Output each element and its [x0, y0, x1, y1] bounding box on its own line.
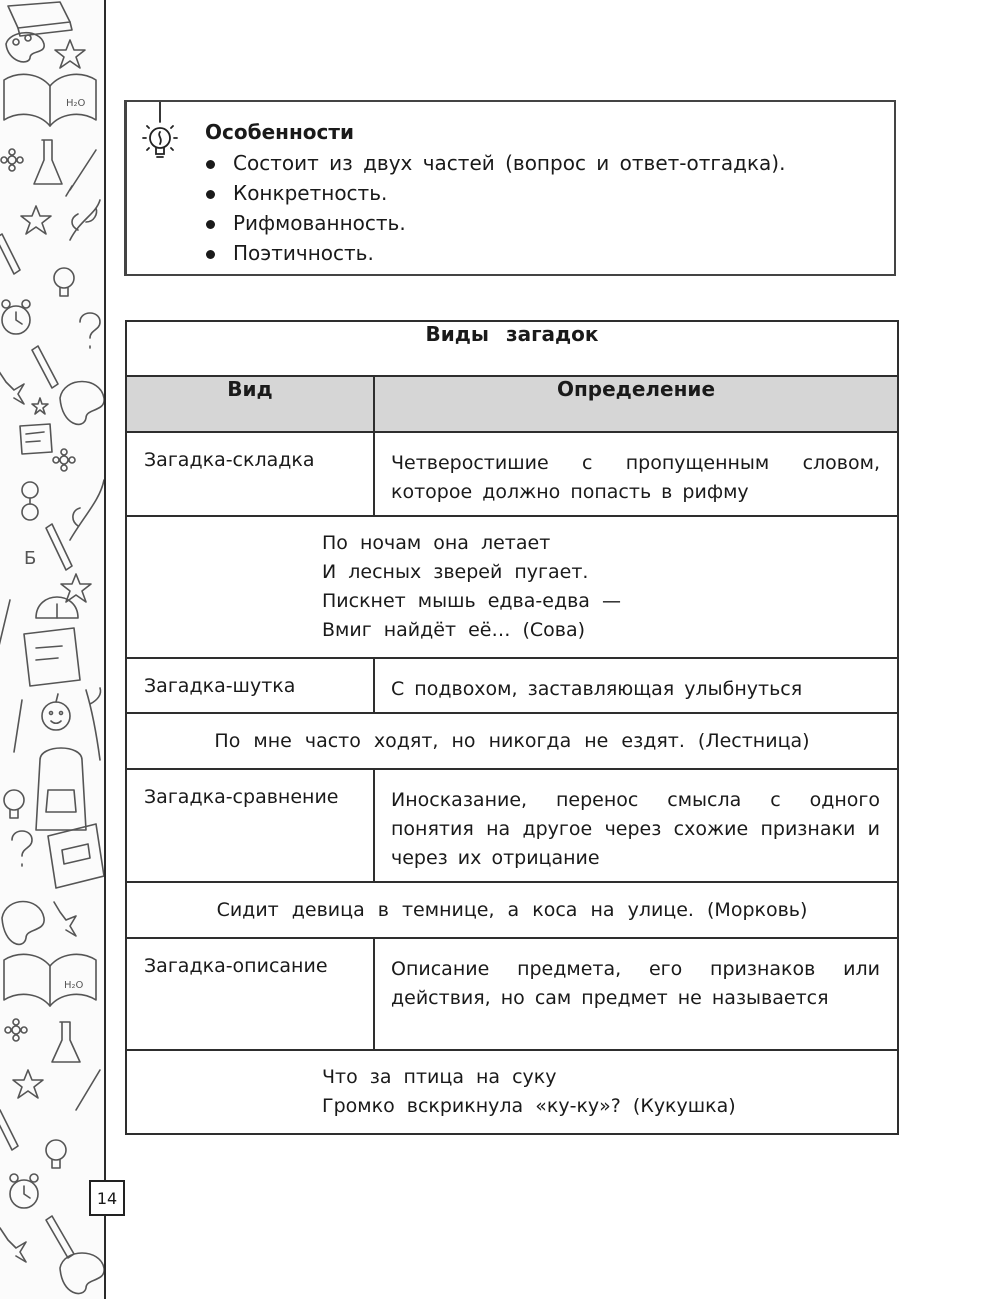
riddle-type: Загадка-шутка — [126, 658, 374, 713]
question-icon — [12, 831, 32, 866]
pencil-icon — [46, 524, 72, 570]
list-item: Конкретность. — [203, 178, 883, 208]
alarm-clock-icon — [10, 1174, 38, 1208]
flower-icon — [53, 449, 75, 471]
features-box — [124, 100, 896, 276]
example-line: Пискнет мышь едва-едва — — [322, 590, 621, 612]
pen-icon — [0, 600, 10, 650]
protractor-icon — [36, 597, 78, 618]
table-title-row — [126, 321, 898, 376]
example-line: Вмиг найдёт её… (Сова) — [322, 619, 586, 641]
example-line: По ночам она летает — [322, 532, 551, 554]
star-icon — [13, 1070, 43, 1098]
example-row — [126, 882, 898, 938]
svg-text:H₂O: H₂O — [64, 980, 84, 991]
svg-text:H₂O: H₂O — [66, 98, 86, 109]
pencil-icon — [0, 234, 20, 274]
table-row — [126, 432, 898, 516]
open-book-icon — [4, 74, 96, 126]
riddle-definition: Иносказание, перенос смысла с одного понятия на другое через схожие признаки и через их отрицание — [374, 769, 898, 882]
palette-icon — [60, 382, 104, 425]
comet-icon — [0, 1228, 26, 1262]
riddle-example: Сидит девица в темнице, а коса на улице. (Морковь) — [126, 882, 898, 938]
leaf-branch-icon — [86, 688, 101, 760]
riddle-example — [126, 1050, 898, 1134]
flask-icon — [34, 140, 62, 184]
svg-text:Б: Б — [24, 548, 37, 569]
riddle-type: Загадка-сравнение — [126, 769, 374, 882]
palette-icon — [60, 1253, 104, 1293]
note-icon — [20, 424, 52, 454]
riddle-example — [126, 516, 898, 658]
riddle-definition: Четверостишие с пропущенным словом, которое должно попасть в рифму — [374, 432, 898, 516]
palette-icon — [6, 33, 44, 62]
page-number: 14 — [89, 1180, 125, 1216]
riddle-definition: С подвохом, заставляющая улыбнуться — [374, 658, 898, 713]
table-row — [126, 938, 898, 1050]
riddle-types-table — [125, 320, 899, 1135]
riddle-type: Загадка-описание — [126, 938, 374, 1050]
example-line: Что за птица на суку — [322, 1066, 557, 1088]
features-list — [203, 148, 883, 268]
list-item: Состоит из двух частей (вопрос и ответ-отгадка). — [203, 148, 883, 178]
riddle-example: По мне часто ходят, но никогда не ездят. (Лестница) — [126, 713, 898, 769]
open-book-icon — [4, 954, 96, 1006]
comet-icon — [0, 370, 24, 404]
lightbulb-icon — [54, 268, 74, 296]
list-item: Рифмованность. — [203, 208, 883, 238]
decorative-doodle-strip — [0, 0, 106, 1299]
brush-icon — [66, 150, 96, 196]
table-row — [126, 769, 898, 882]
lightbulb-icon — [4, 790, 24, 818]
star-icon — [32, 398, 48, 414]
comet-icon — [54, 902, 76, 936]
leaf-branch-icon — [70, 200, 100, 240]
list-item: Поэтичность. — [203, 238, 883, 268]
column-header-type: Вид — [126, 376, 374, 432]
column-header-definition: Определение — [374, 376, 898, 432]
brush-icon — [76, 1070, 100, 1110]
lightbulb-icon — [46, 1140, 66, 1168]
brush-icon — [14, 700, 22, 752]
apple-face-icon — [42, 694, 70, 730]
example-line: И лесных зверей пугает. — [322, 561, 589, 583]
table-header-row — [126, 376, 898, 432]
pencil-icon — [46, 1216, 74, 1258]
table-title: Виды загадок — [126, 321, 898, 376]
star-icon — [21, 206, 51, 234]
star-icon — [55, 40, 85, 68]
riddle-definition: Описание предмета, его признаков или действия, но сам предмет не называется — [374, 938, 898, 1050]
riddle-type: Загадка-складка — [126, 432, 374, 516]
notebook-icon — [24, 628, 80, 686]
lightbulb-icon — [137, 102, 183, 166]
pencil-icon — [0, 1110, 18, 1150]
table-row — [126, 658, 898, 713]
leaf-branch-icon — [70, 480, 104, 540]
letter-b-icon — [24, 548, 36, 569]
backpack-icon — [36, 748, 86, 830]
question-icon — [80, 313, 100, 348]
glasses-icon — [22, 482, 38, 520]
example-row — [126, 516, 898, 658]
palette-icon — [2, 902, 44, 945]
book-icon — [8, 2, 72, 36]
alarm-clock-icon — [2, 300, 30, 334]
pencil-icon — [32, 346, 58, 388]
flower-icon — [5, 1019, 27, 1041]
features-title: Особенности — [205, 120, 354, 144]
flower-icon — [1, 149, 23, 171]
example-line: Громко вскрикнула «ку-ку»? (Кукушка) — [322, 1095, 736, 1117]
example-row — [126, 1050, 898, 1134]
flask-icon — [52, 1022, 80, 1062]
book-icon — [48, 824, 104, 888]
example-row — [126, 713, 898, 769]
